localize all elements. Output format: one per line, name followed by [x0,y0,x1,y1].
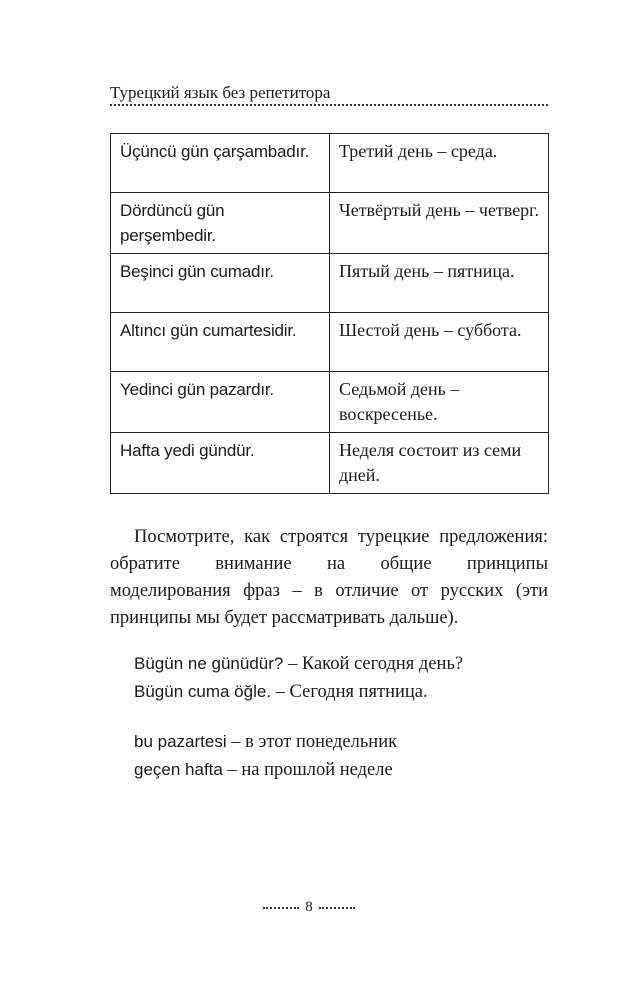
table-row [111,193,549,254]
example-line [134,678,554,706]
table-row [111,134,549,193]
folio-dots-right [319,907,355,909]
paragraph-text: Посмотрите, как строятся турецкие предложения: обратите внимание на общие принципы моделирования фраз – в отличие от русских (эти принципы мы будет рассматривать дальше). [110,527,548,628]
russian-cell: Пятый день – пятница. [330,254,549,313]
table-row [111,313,549,372]
running-head-rule [110,104,548,106]
turkish-phrase: bu pazartesi [134,732,227,751]
table-row [111,254,549,313]
turkish-cell: Altıncı gün cumartesidir. [111,313,330,372]
dialogue-examples [134,650,554,706]
russian-translation: – в этот понедельник [226,732,398,752]
page-footer [0,899,618,916]
page-number: 8 [305,899,313,915]
body-paragraph [110,524,548,632]
russian-cell: Седьмой день – воскресенье. [330,372,549,433]
turkish-cell: Üçüncü gün çarşambadır. [111,134,330,193]
example-line [134,756,554,784]
table-row [111,372,549,433]
example-line [134,650,554,678]
turkish-cell: Dördüncü gün perşembedir. [111,193,330,254]
turkish-cell: Hafta yedi gündür. [111,433,330,494]
vocabulary-table [110,133,549,494]
russian-cell: Неделя состоит из семи дней. [330,433,549,494]
phrase-examples [134,728,554,784]
example-line [134,728,554,756]
russian-translation: – Сегодня пятница. [271,682,428,702]
turkish-phrase: geçen hafta [134,760,223,779]
turkish-phrase: Bügün ne günüdür? [134,654,284,673]
running-head: Турецкий язык без репетитора [110,83,331,102]
russian-cell: Шестой день – суббота. [330,313,549,372]
turkish-cell: Beşinci gün cumadır. [111,254,330,313]
russian-cell: Третий день – среда. [330,134,549,193]
turkish-phrase: Bügün cuma öğle. [134,682,272,701]
russian-cell: Четвёртый день – четверг. [330,193,549,254]
russian-translation: – на прошлой неделе [222,760,393,780]
folio-dots-left [263,907,299,909]
russian-translation: – Какой сегодня день? [283,654,464,674]
table-row [111,433,549,494]
turkish-cell: Yedinci gün pazardır. [111,372,330,433]
